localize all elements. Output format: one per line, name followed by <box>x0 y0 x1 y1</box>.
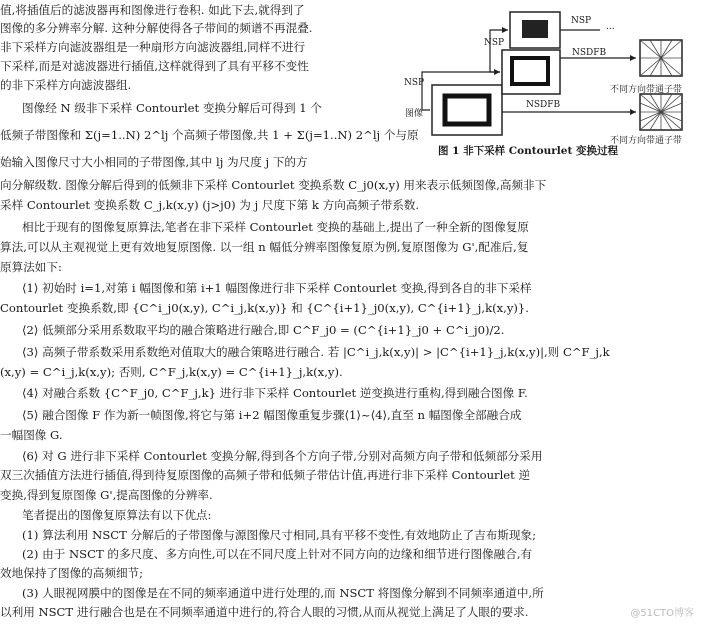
text-line: (2) 由于 NSCT 的多尺度、多方向性,可以在不同尺度上针对不同方向的边缘和细节进行图像融合,有 <box>22 547 533 561</box>
text-line: 效地保持了图像的高频细节; <box>0 566 144 580</box>
figure-caption: 图 1 非下采样 Contourlet 变换过程 <box>438 145 618 157</box>
text-line: 原算法如下: <box>0 260 62 274</box>
label-nsdfb-right: NSDFB <box>572 48 607 58</box>
input-image-inner <box>445 96 489 124</box>
label-dots: ... <box>606 22 615 32</box>
text-line: ⟨5⟩ 融合图像 F 作为新一帧图像,将它与第 i+2 幅图像重复步骤⟨1⟩~⟨4⟩,直至 n 幅图像全部融合成 <box>22 408 522 422</box>
text-line: 相比于现有的图像复原算法,笔者在非下采样 Contourlet 变换的基础上,提出了一种全新的图像复原 <box>22 220 529 234</box>
label-nsp-mid: NSP <box>484 38 505 48</box>
subband-hatch-1 <box>640 40 682 76</box>
text-line: 采样 Contourlet 变换系数 C_j,k(x,y) (j>j0) 为 j 尺度下第 k 方向高频子带系数. <box>0 198 420 212</box>
text-line: 下采样,而是对滤波器进行插值,这样就得到了具有平移不变性 <box>0 59 309 73</box>
text-line: 双三次插值方法进行插值,得到待复原图像的高频子带和低频子带估计值,再进行非下采样 Contourlet 逆 <box>0 468 531 482</box>
text-line: 始输入图像尺寸大小相同的子带图像,其中 lj 为尺度 j 下的方 <box>0 155 308 169</box>
text-line: (1) 算法利用 NSCT 分解后的子带图像与源图像尺寸相同,具有平移不变性,有效地防止了吉布斯现象; <box>22 528 537 542</box>
subband-hatch-2 <box>640 94 682 130</box>
label-nsp-top: NSP <box>571 16 592 26</box>
text-line: 图像的多分辨率分解. 这种分解使得各子带间的频谱不再混叠. <box>0 21 313 35</box>
label-nsp-left: NSP <box>404 78 425 88</box>
watermark: @51CTO博客 <box>630 608 694 619</box>
text-line: ⟨6⟩ 对 G 进行非下采样 Contourlet 变换分解,得到各个方向子带,分别对高频方向子带和低频部分采用 <box>22 449 543 463</box>
text-line: (3) 人眼视网膜中的图像是在不同的频率通道中进行处理的,而 NSCT 将图像分解到不同频率通道中,所 <box>22 586 544 600</box>
text-line: 笔者提出的图像复原算法有以下优点: <box>22 508 212 522</box>
text-line: 值,将插值后的滤波器再和图像进行卷积. 如此下去,就得到了 <box>0 3 305 17</box>
text-line: (x,y) = C^i_j,k(x,y); 否则, C^F_j,k(x,y) = C^{i+1}_j,k(x,y). <box>0 365 343 379</box>
text-line: 一幅图像 G. <box>0 428 63 442</box>
text-line: ⟨4⟩ 对融合系数 {C^F_j0, C^F_j,k} 进行非下采样 Contourlet 逆变换进行重构,得到融合图像 F. <box>22 386 528 400</box>
text-line: ⟨1⟩ 初始时 i=1,对第 i 幅图像和第 i+1 幅图像进行非下采样 Contourlet 变换,得到各自的非下采样 <box>22 281 532 295</box>
label-image: 图像 <box>405 109 424 119</box>
label-passband-2: 不同方向带通子带 <box>610 136 683 146</box>
text-line: 变换,得到复原图像 G',提高图像的分辨率. <box>0 488 213 502</box>
label-passband-1: 不同方向带通子带 <box>610 85 683 95</box>
text-line: 非下采样方向滤波器组是一种扇形方向滤波器组,同样不进行 <box>0 40 306 54</box>
label-nsdfb-bottom: NSDFB <box>526 100 561 110</box>
text-line: 向分解级数. 图像分解后得到的低频非下采样 Contourlet 变换系数 C_j0(x,y) 用来表示低频图像,高频非下 <box>0 178 547 192</box>
level1-inner <box>512 58 548 84</box>
text-line: ⟨3⟩ 高频子带系数采用系数绝对值取大的融合策略进行融合. 若 |C^i_j,k(x,y)| > |C^{i+1}_j,k(x,y)|,则 C^F_j,k <box>22 345 610 359</box>
level2-inner <box>522 20 548 38</box>
text-line: ⟨2⟩ 低频部分采用系数取平均的融合策略进行融合,即 C^F_j0 = (C^{i+1}_j0 + C^i_j0)/2. <box>22 323 505 337</box>
text-line: Contourlet 变换系数,即 {C^i_j0(x,y), C^i_j,k(x,y)} 和 {C^{i+1}_j0(x,y), C^{i+1}_j,k(x,y)}. <box>0 301 529 315</box>
text-line: 低频子带图像和 Σ(j=1..N) 2^lj 个高频子带图像,共 1 + Σ(j=1..N) 2^lj 个与原 <box>0 128 419 142</box>
text-line: 图像经 N 级非下采样 Contourlet 变换分解后可得到 1 个 <box>22 101 322 115</box>
text-line: 的非下采样方向滤波器组. <box>0 78 132 92</box>
text-line: 算法,可以从主观视觉上更有效地复原图像. 以一组 n 幅低分辨率图像复原为例,复原图像为 G',配准后,复 <box>0 240 529 254</box>
text-line: 以利用 NSCT 进行融合也是在不同频率通道中进行的,符合人眼的习惯,从而从视觉上满足了人眼的要求. <box>0 605 529 619</box>
